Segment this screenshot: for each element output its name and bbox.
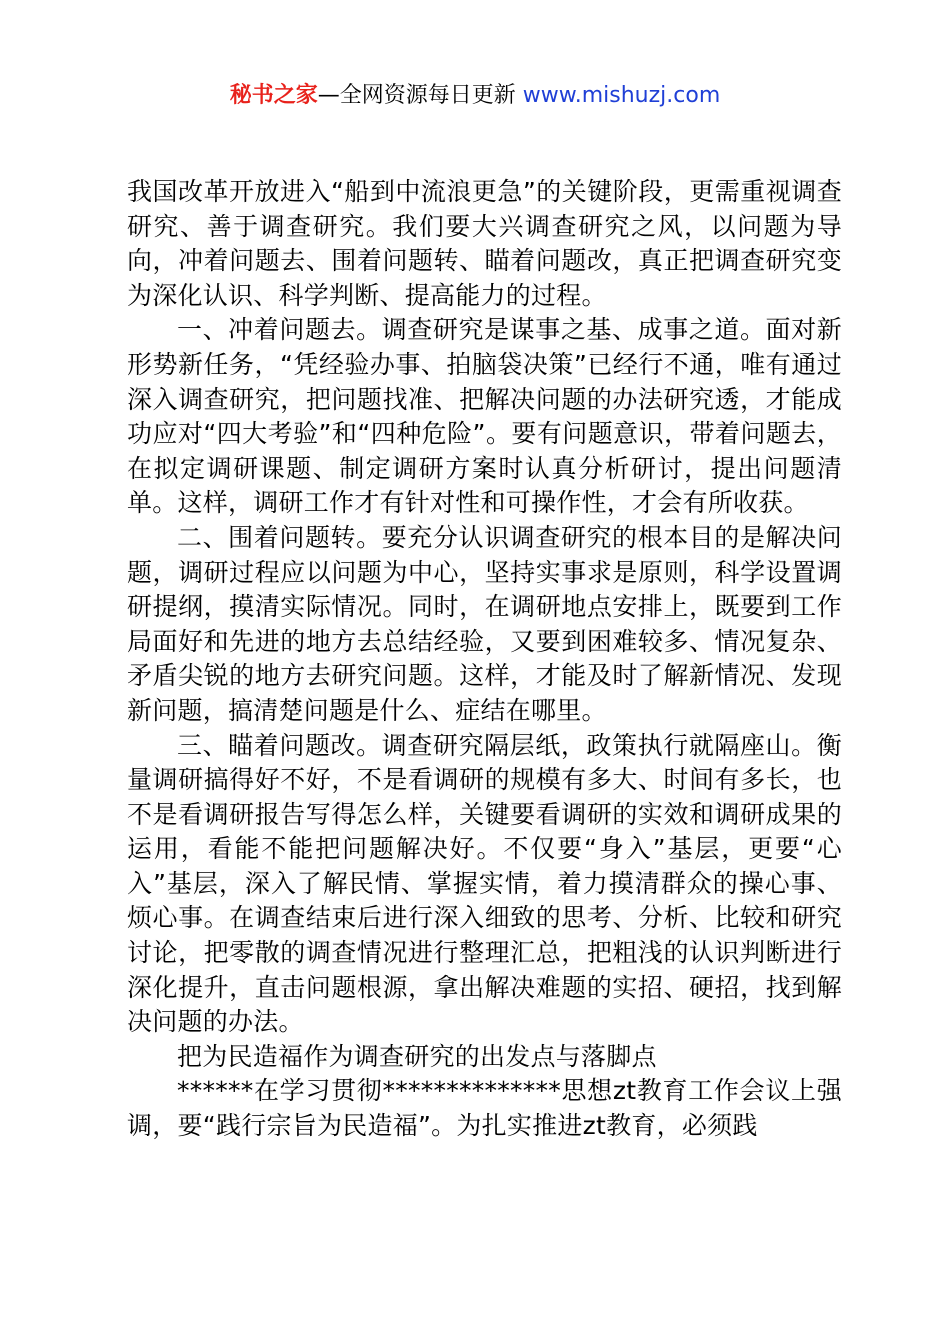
paragraph-section-2: 二、围着问题转。要充分认识调查研究的根本目的是解决问题，调研过程应以问题为中心，坚持实事求是原则，科学设置调研提纲，摸清实际情况。同时，在调研地点安排上，既要到工作局面好和先进的地方去总结经验，又要到困难较多、情况复杂、矛盾尖锐的地方去研究问题。这样，才能及时了解新情况、发现新问题，搞清楚问题是什么、症结在哪里。 — [127, 522, 842, 725]
paragraph-next-article: ******在学习贯彻**************思想zt教育工作会议上强调，要“践行宗旨为民造福”。为扎实推进zt教育，必须践 — [127, 1076, 842, 1141]
paragraph-section-3: 三、瞄着问题改。调查研究隔层纸，政策执行就隔座山。衡量调研搞得好不好，不是看调研的规模有多大、时间有多长，也不是看调研报告写得怎么样，关键要看调研的实效和调研成果的运用，看能不能把问题解决好。不仅要“身入”基层，更要“心入”基层，深入了解民情、掌握实情，着力摸清群众的操心事、烦心事。在调查结束后进行深入细致的思考、分析、比较和研究讨论，把零散的调查情况进行整理汇总，把粗浅的认识判断进行深化提升，直击问题根源，拿出解决难题的实招、硬招，找到解决问题的办法。 — [127, 730, 842, 1037]
brand-name: 秘书之家 — [229, 83, 318, 108]
paragraph-intro: 我国改革开放进入“船到中流浪更急”的关键阶段，更需重视调查研究、善于调查研究。我们要大兴调查研究之风，以问题为导向，冲着问题去、围着问题转、瞄着问题改，真正把调查研究变为深化认识、科学判断、提高能力的过程。 — [127, 177, 842, 310]
header-slogan: —全网资源每日更新 — [317, 83, 516, 108]
website-url[interactable]: www.mishuzj.com — [522, 83, 721, 108]
document-body — [127, 175, 842, 1144]
article-subtitle: 把为民造福作为调查研究的出发点与落脚点 — [177, 1041, 657, 1071]
paragraph-section-1: 一、冲着问题去。调查研究是谋事之基、成事之道。面对新形势新任务，“凭经验办事、拍脑袋决策”已经行不通，唯有通过深入调查研究，把问题找准、把解决问题的办法研究透，才能成功应对“四大考验”和“四种危险”。要有问题意识，带着问题去，在拟定调研课题、制定调研方案时认真分析研讨，提出问题清单。这样，调研工作才有针对性和可操作性，才会有所收获。 — [127, 315, 842, 518]
page-header — [0, 80, 950, 112]
